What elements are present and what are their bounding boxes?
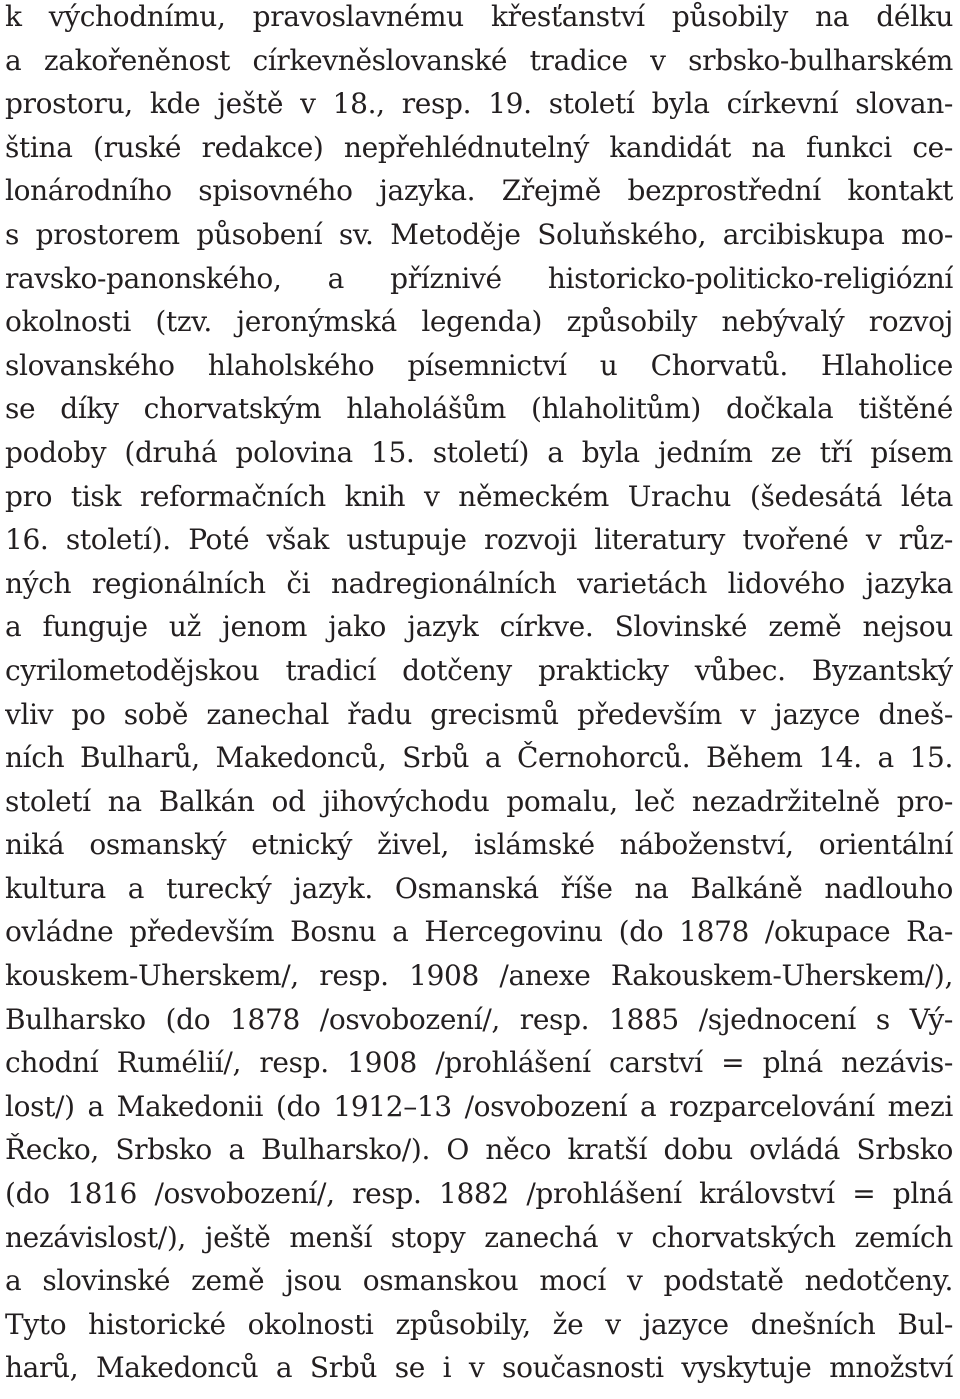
text-line: chodní Rumélií/, resp. 1908 /prohlášení carství = plná nezávis-	[5, 1046, 953, 1080]
text-line: Řecko, Srbsko a Bulharsko/). O něco kratší dobu ovládá Srbsko	[5, 1133, 953, 1167]
text-line: harů, Makedonců a Srbů se i v současnosti vyskytuje množství	[5, 1351, 953, 1385]
text-line: Bulharsko (do 1878 /osvobození/, resp. 1885 /sjednocení s Vý-	[5, 1002, 953, 1036]
text-line: cyrilometodějskou tradicí dotčeny prakticky vůbec. Byzantský	[5, 653, 953, 687]
text-line: a zakořeněnost církevněslovanské tradice v srbsko-bulharském	[5, 43, 953, 77]
text-line: k východnímu, pravoslavnému křesťanství působily na délku	[5, 0, 953, 33]
document-page	[5, 0, 953, 1390]
text-line: podoby (druhá polovina 15. století) a byla jedním ze tří písem	[5, 435, 953, 469]
text-line: ních Bulharů, Makedonců, Srbů a Černohorců. Během 14. a 15.	[5, 741, 953, 775]
text-line: se díky chorvatským hlaholášům (hlaholitům) dočkala tištěné	[5, 392, 953, 426]
text-line: okolnosti (tzv. jeronýmská legenda) způsobily nebývalý rozvoj	[5, 305, 953, 339]
text-line: ovládne především Bosnu a Hercegovinu (do 1878 /okupace Ra-	[5, 915, 953, 949]
text-line: s prostorem působení sv. Metoděje Soluňského, arcibiskupa mo-	[5, 217, 953, 251]
text-line: slovanského hlaholského písemnictví u Chorvatů. Hlaholice	[5, 348, 953, 382]
text-line: prostoru, kde ještě v 18., resp. 19. století byla církevní slovan-	[5, 87, 953, 121]
text-line: (do 1816 /osvobození/, resp. 1882 /prohlášení království = plná	[5, 1177, 953, 1211]
text-line: lonárodního spisovného jazyka. Zřejmě bezprostřední kontakt	[5, 174, 953, 208]
text-line: a slovinské země jsou osmanskou mocí v podstatě nedotčeny.	[5, 1264, 953, 1298]
text-line: pro tisk reformačních knih v německém Urachu (šedesátá léta	[5, 479, 953, 513]
text-line: ných regionálních či nadregionálních varietách lidového jazyka	[5, 566, 953, 600]
text-line: století na Balkán od jihovýchodu pomalu, leč nezadržitelně pro-	[5, 784, 953, 818]
text-line: kultura a turecký jazyk. Osmanská říše na Balkáně nadlouho	[5, 871, 953, 905]
text-line: Tyto historické okolnosti způsobily, že v jazyce dnešních Bul-	[5, 1307, 953, 1341]
text-line: lost/) a Makedonii (do 1912–13 /osvobození a rozparcelování mezi	[5, 1089, 953, 1123]
text-line: ština (ruské redakce) nepřehlédnutelný kandidát na funkci ce-	[5, 130, 953, 164]
text-line: vliv po sobě zanechal řadu grecismů především v jazyce dneš-	[5, 697, 953, 731]
text-line: kouskem-Uherskem/, resp. 1908 /anexe Rakouskem-Uherskem/),	[5, 959, 953, 993]
text-line: nezávislost/), ještě menší stopy zanechá v chorvatských zemích	[5, 1220, 953, 1254]
text-line: ravsko-panonského, a příznivé historicko-politicko-religiózní	[5, 261, 953, 295]
text-line: 16. století). Poté však ustupuje rozvoji literatury tvořené v růz-	[5, 523, 953, 557]
text-line: a funguje už jenom jako jazyk církve. Slovinské země nejsou	[5, 610, 953, 644]
text-line: niká osmanský etnický živel, islámské náboženství, orientální	[5, 828, 953, 862]
